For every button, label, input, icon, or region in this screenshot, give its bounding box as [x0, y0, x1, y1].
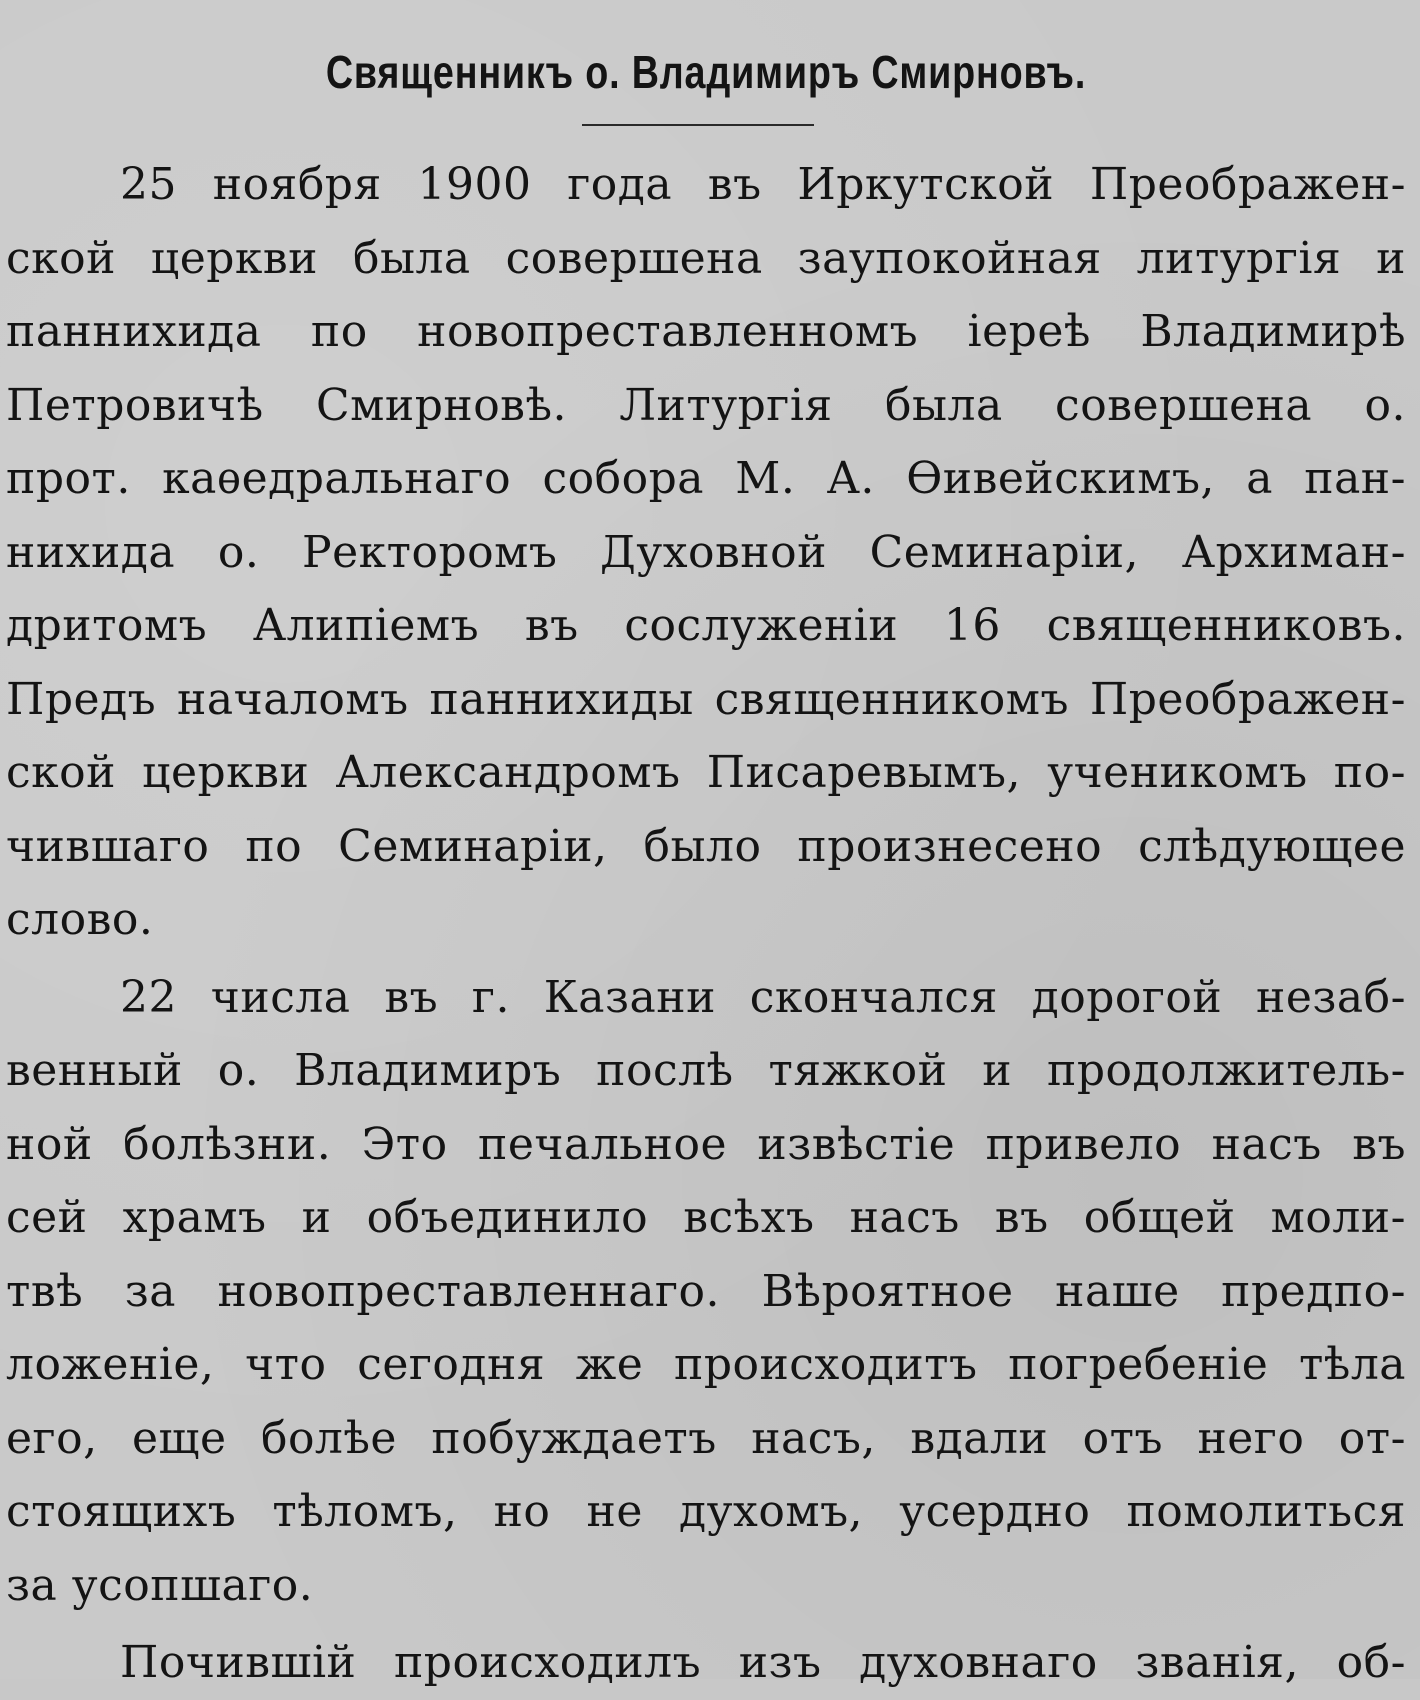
text-line: его, еще болѣе побуждаетъ насъ, вдали отъ него от-	[6, 1412, 1406, 1464]
text-line: стоящихъ тѣломъ, но не духомъ, усердно помолиться	[6, 1486, 1406, 1537]
text-line: Почившій происходилъ изъ духовнаго званія, об-	[120, 1637, 1406, 1688]
text-line: Предъ началомъ паннихиды священникомъ Преображен-	[6, 673, 1406, 725]
text-line: слово.	[6, 894, 154, 945]
paragraph-2	[6, 961, 1406, 1623]
text-line: прот. каѳедральнаго собора М. А. Ѳивейскимъ, а пан-	[6, 453, 1406, 504]
text-line: ложеніе, что сегодня же происходитъ погребеніе тѣла	[6, 1339, 1406, 1390]
article-body	[6, 148, 1406, 1700]
text-line: 25 ноября 1900 года въ Иркутской Преображен-	[120, 159, 1406, 210]
text-line: ской церкви Александромъ Писаревымъ, ученикомъ по-	[6, 747, 1406, 798]
text-line: сей храмъ и объединило всѣхъ насъ въ общей моли-	[6, 1192, 1406, 1243]
text-line: нихида о. Ректоромъ Духовной Семинаріи, Архиман-	[6, 526, 1406, 578]
text-line: дритомъ Алипіемъ въ сослуженіи 16 священниковъ.	[6, 600, 1406, 651]
text-line: паннихида по новопреставленномъ іереѣ Владимирѣ	[6, 306, 1406, 357]
title-divider	[582, 124, 814, 126]
text-line: ской церкви была совершена заупокойная литургія и	[6, 232, 1406, 284]
text-line: 22 числа въ г. Казани скончался дорогой незаб-	[120, 971, 1406, 1023]
text-line: твѣ за новопреставленнаго. Вѣроятное наше предпо-	[6, 1265, 1406, 1317]
paragraph-1	[6, 148, 1406, 957]
text-line: ной болѣзни. Это печальное извѣстіе привело насъ въ	[6, 1118, 1406, 1170]
text-line: чившаго по Семинаріи, было произнесено слѣдующее	[6, 820, 1406, 872]
paragraph-3	[6, 1626, 1406, 1700]
text-line: Петровичѣ Смирновѣ. Литургія была совершена о.	[6, 379, 1406, 431]
text-line: за усопшаго.	[6, 1559, 314, 1611]
article-title: Священникъ о. Владимиръ Смирновъ.	[325, 46, 1087, 98]
text-line: венный о. Владимиръ послѣ тяжкой и продолжитель-	[6, 1045, 1406, 1096]
